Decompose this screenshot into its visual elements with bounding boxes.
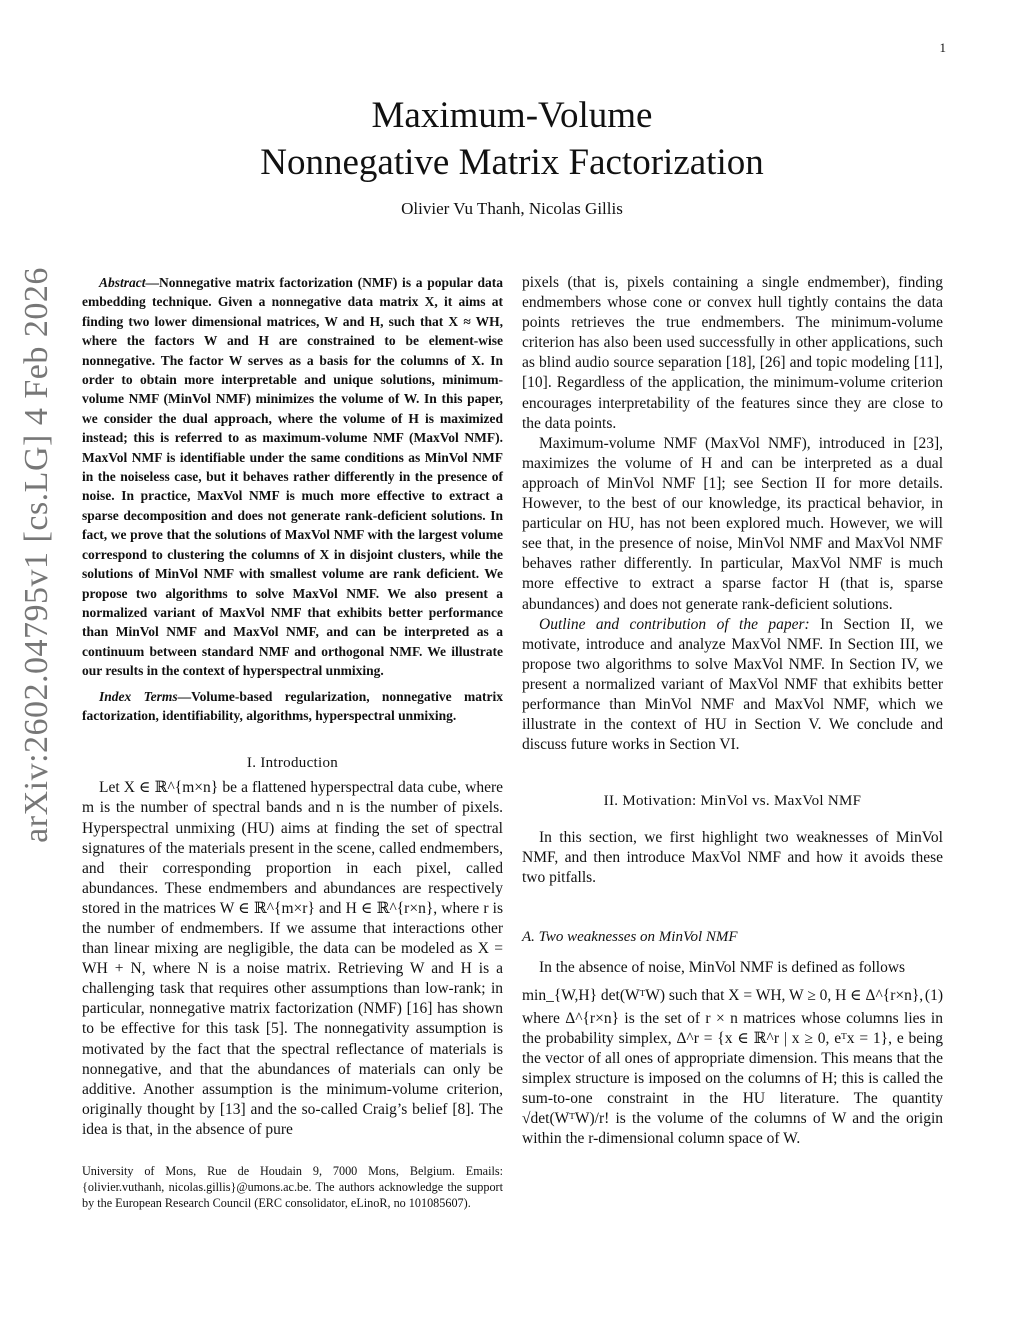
outline-text: In Section II, we motivate, introduce and analyze MaxVol NMF. In Section III, we propose two algorithms to solve MaxVol NMF. In Section IV, we present a normalized variant of MaxVol NMF that exhibits better performance than MinVol NMF and MaxVol NMF, which we illustrate in the context of HU in Section V. We conclude and discuss future works in Section VI. xyxy=(522,615,943,754)
section-2-heading: II. Motivation: MinVol vs. MaxVol NMF xyxy=(603,793,862,810)
paper-title xyxy=(0,92,1024,186)
abstract xyxy=(82,273,503,681)
title-line-2: Nonnegative Matrix Factorization xyxy=(260,142,764,183)
equation-label: (1) xyxy=(924,986,943,1004)
arxiv-sidebar xyxy=(12,150,62,960)
index-terms xyxy=(82,687,503,726)
outline-paragraph xyxy=(522,615,943,756)
equation-1 xyxy=(522,986,943,1005)
right-paragraph-2: Maximum-volume NMF (MaxVol NMF), introduced in [23], maximizes the volume of H and can be interpreted as a dual approach of MinVol NMF [1]; see Section II for more details. However, to the best of our knowledge, its practical behavior, in particular on HU, has not been explored much. However, we will see that, in the presence of noise, MinVol NMF and MaxVol NMF behaves rather differently. In particular, MaxVol NMF is much more effective to extract a sparse factor H (that is, sparse abundances) and does not generate rank-deficient solutions. xyxy=(522,434,943,613)
right-column xyxy=(522,273,943,1149)
equation-body: min_{W,H} det(WᵀW) such that X = WH, W ≥ 0, H ∈ Δ^{r×n}, xyxy=(522,986,924,1004)
index-terms-lead: Index Terms xyxy=(99,688,178,704)
subsection-a-heading: A. Two weaknesses on MinVol NMF xyxy=(522,928,738,945)
title-line-1: Maximum-Volume xyxy=(371,95,653,136)
left-column xyxy=(82,273,503,1140)
page-number: 1 xyxy=(939,40,946,55)
subsection-a-paragraph: In the absence of noise, MinVol NMF is defined as follows xyxy=(539,958,906,976)
arxiv-identifier: arXiv:2602.04795v1 [cs.LG] 4 Feb 2026 xyxy=(18,267,55,843)
footnote: University of Mons, Rue de Houdain 9, 7000 Mons, Belgium. Emails: {olivier.vuthanh, nicolas.gillis}@umons.ac.be. The authors acknowledge the support by the European Research Council (ERC consolidator, eLinoR, no 101085607). xyxy=(82,1164,503,1210)
intro-paragraph: Let X ∈ ℝ^{m×n} be a flattened hyperspectral data cube, where m is the number of spectral bands and n is the number of pixels. Hyperspectral unmixing (HU) aims at finding the set of spectral signatures of the materials present in the scene, called endmembers, and their corresponding proportion in each pixel, called abundances. These endmembers and abundances are respectively stored in the matrices W ∈ ℝ^{m×r} and H ∈ ℝ^{r×n}, where r is the number of endmembers. If we assume that interactions other than linear mixing are negligible, the data can be modeled as X = WH + N, where N is a noise matrix. Retrieving W and H is a challenging task that requires other assumptions than low-rank; in particular, nonnegative matrix factorization (NMF) [16] has shown to be effective for this task [5]. The nonnegativity assumption is motivated by the fact that the spectral reflectance of materials is nonnegative, and that the abundances of materials can only be additive. Another assumption is the minimum-volume criterion, originally thought by [13] and the so-called Craig’s belief [8]. The idea is that, in the absence of pure xyxy=(82,779,503,1138)
abstract-lead: Abstract xyxy=(99,275,146,290)
authors: Olivier Vu Thanh, Nicolas Gillis xyxy=(401,199,623,218)
right-paragraph-1: pixels (that is, pixels containing a single endmember), finding endmembers whose cone or convex hull tightly contains the data points retrieves the true endmembers. The minimum-volume criterion has also been used successfully in other applications, such as blind audio source separation [18], [26] and topic modeling [11], [10]. Regardless of the application, the minimum-volume criterion encourages interpretability of the features since they are close to the data points. xyxy=(522,274,943,432)
section-1-heading: I. Introduction xyxy=(246,755,339,772)
outline-lead: Outline and contribution of the paper: xyxy=(539,615,810,633)
index-terms-text: —Volume-based regularization, nonnegative matrix factorization, identifiability, algorithms, hyperspectral unmixing. xyxy=(82,688,503,723)
after-equation-paragraph: where Δ^{r×n} is the set of r × n matrices whose columns lies in the probability simplex, Δ^r = {x ∈ ℝ^r | x ≥ 0, eᵀx = 1}, e being the vector of all ones of appropriate dimension. This means that the simplex structure is imposed on the columns of H; this is called the sum-to-one constraint in the HU literature. The quantity √det(WᵀW)/r! is the volume of the columns of W and the origin within the r-dimensional column space of W. xyxy=(522,1009,943,1148)
section-2-paragraph: In this section, we first highlight two weaknesses of MinVol NMF, and then introduce MaxVol NMF and how it avoids these two pitfalls. xyxy=(522,829,943,887)
abstract-text: —Nonnegative matrix factorization (NMF) is a popular data embedding technique. Given a nonnegative data matrix X, it aims at finding two lower dimensional matrices, W and H, such that X ≈ WH, where the factors W and H are constrained to be element-wise nonnegative. The factor W serves as a basis for the columns of X. In order to obtain more interpretable and unique solutions, minimum-volume NMF (MinVol NMF) minimizes the volume of W. In this paper, we consider the dual approach, where the volume of H is maximized instead; this is referred to as maximum-volume NMF (MaxVol NMF). MaxVol NMF is identifiable under the same conditions as MinVol NMF in the noiseless case, but it behaves rather differently in the presence of noise. In practice, MaxVol NMF is much more effective to extract a sparse decomposition and does not generate rank-deficient solutions. In fact, we prove that the solutions of MaxVol NMF with the largest volume correspond to clustering the columns of X in disjoint clusters, while the solutions of MinVol NMF with smallest volume are rank deficient. We propose two algorithms to solve MaxVol NMF. We also present a normalized variant of MaxVol NMF that exhibits better performance than MinVol NMF and MaxVol NMF, and can be interpreted as a continuum between standard NMF and orthogonal NMF. We illustrate our results in the context of hyperspectral unmixing. xyxy=(82,275,503,679)
